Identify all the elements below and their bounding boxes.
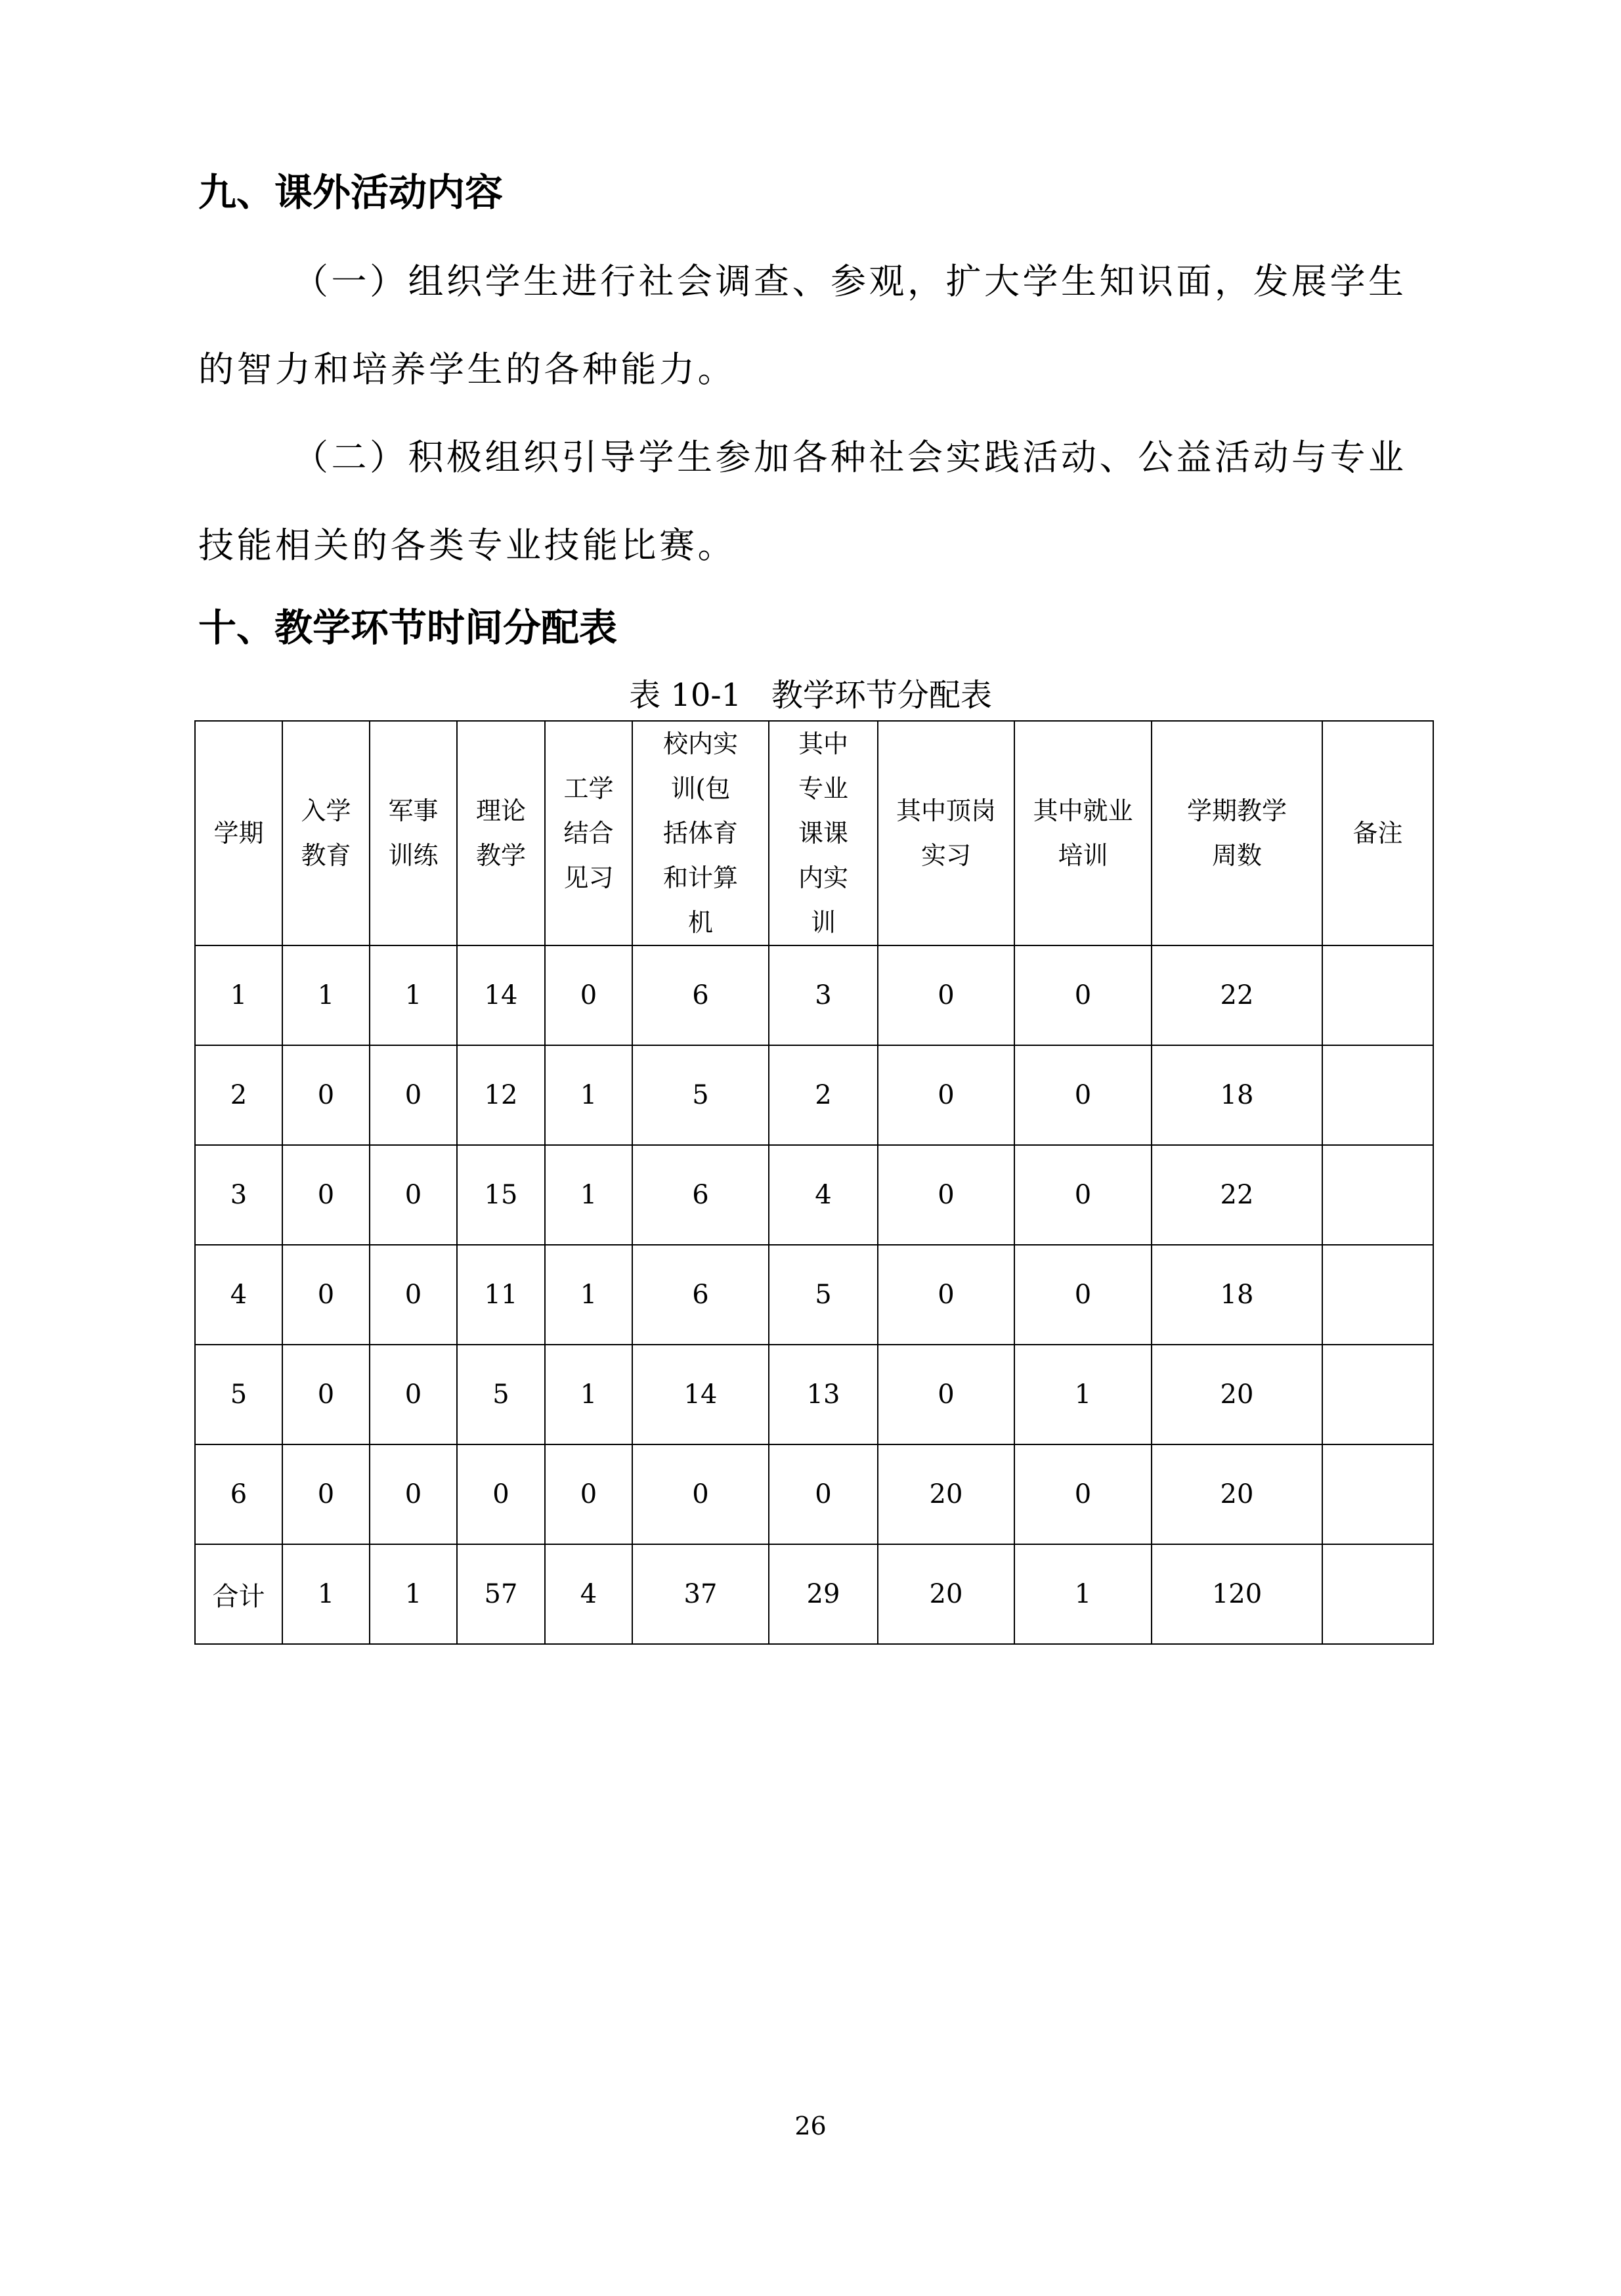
table-cell: 0 bbox=[282, 1345, 370, 1444]
table-cell: 5 bbox=[457, 1345, 545, 1444]
paragraph-practice-activities: （二）积极组织引导学生参加各种社会实践活动、公益活动与专业技能相关的各类专业技能比赛。 bbox=[198, 437, 1407, 566]
table-cell: 0 bbox=[1014, 945, 1152, 1045]
table-cell: 0 bbox=[370, 1345, 457, 1444]
header-term-weeks: 学期教学周数 bbox=[1152, 721, 1322, 945]
table-cell: 0 bbox=[878, 1045, 1014, 1145]
table-caption: 表 10-1 教学环节分配表 bbox=[629, 677, 992, 714]
table-cell: 0 bbox=[370, 1145, 457, 1245]
table-cell: 6 bbox=[632, 945, 769, 1045]
table-row bbox=[195, 1345, 1433, 1444]
table-row bbox=[195, 1444, 1433, 1544]
table-cell: 1 bbox=[545, 1045, 632, 1145]
header-campus-training: 校内实训(包括体育和计算机 bbox=[632, 721, 769, 945]
table-cell: 0 bbox=[878, 1345, 1014, 1444]
table-cell: 4 bbox=[545, 1544, 632, 1644]
table-cell: 0 bbox=[282, 1045, 370, 1145]
table-cell: 29 bbox=[769, 1544, 878, 1644]
table-cell: 0 bbox=[545, 945, 632, 1045]
table-cell: 22 bbox=[1152, 945, 1322, 1045]
table-cell: 6 bbox=[632, 1245, 769, 1345]
table-cell bbox=[1322, 1145, 1433, 1245]
table-cell: 0 bbox=[545, 1444, 632, 1544]
table-cell: 15 bbox=[457, 1145, 545, 1245]
header-term: 学期 bbox=[195, 721, 282, 945]
table-cell: 0 bbox=[632, 1444, 769, 1544]
table-cell: 3 bbox=[195, 1145, 282, 1245]
table-cell: 0 bbox=[1014, 1444, 1152, 1544]
header-work-study: 工学结合见习 bbox=[545, 721, 632, 945]
table-cell: 18 bbox=[1152, 1245, 1322, 1345]
section-heading-extracurricular: 九、课外活动内容 bbox=[198, 170, 504, 215]
table-cell bbox=[1322, 1345, 1433, 1444]
table-cell: 6 bbox=[632, 1145, 769, 1245]
header-remarks: 备注 bbox=[1322, 721, 1433, 945]
table-row-total bbox=[195, 1544, 1433, 1644]
table-cell bbox=[1322, 1444, 1433, 1544]
table-cell: 1 bbox=[545, 1245, 632, 1345]
table-cell: 11 bbox=[457, 1245, 545, 1345]
table-cell: 20 bbox=[878, 1544, 1014, 1644]
table-row bbox=[195, 1145, 1433, 1245]
table-cell bbox=[1322, 1245, 1433, 1345]
table-row bbox=[195, 1245, 1433, 1345]
teaching-allocation-table bbox=[194, 720, 1434, 1645]
table-cell: 1 bbox=[195, 945, 282, 1045]
table-cell bbox=[1322, 945, 1433, 1045]
table-cell: 0 bbox=[370, 1245, 457, 1345]
table-cell: 3 bbox=[769, 945, 878, 1045]
table-cell: 18 bbox=[1152, 1045, 1322, 1145]
table-cell: 20 bbox=[1152, 1345, 1322, 1444]
header-theory-teaching: 理论教学 bbox=[457, 721, 545, 945]
table-cell: 0 bbox=[878, 1145, 1014, 1245]
section-heading-time-allocation: 十、教学环节时间分配表 bbox=[198, 605, 618, 650]
header-orientation: 入学教育 bbox=[282, 721, 370, 945]
paragraph-social-survey: （一）组织学生进行社会调查、参观，扩大学生知识面，发展学生的智力和培养学生的各种能力。 bbox=[198, 261, 1407, 390]
table-cell: 合计 bbox=[195, 1544, 282, 1644]
header-military-training: 军事训练 bbox=[370, 721, 457, 945]
table-cell: 1 bbox=[545, 1145, 632, 1245]
table-cell: 1 bbox=[282, 1544, 370, 1644]
table-cell: 22 bbox=[1152, 1145, 1322, 1245]
table-cell: 120 bbox=[1152, 1544, 1322, 1644]
table-cell: 57 bbox=[457, 1544, 545, 1644]
table-cell: 0 bbox=[282, 1145, 370, 1245]
table-cell bbox=[1322, 1045, 1433, 1145]
table-cell: 0 bbox=[1014, 1045, 1152, 1145]
table-cell: 0 bbox=[282, 1245, 370, 1345]
table-cell bbox=[1322, 1544, 1433, 1644]
table-cell: 1 bbox=[545, 1345, 632, 1444]
table-cell: 2 bbox=[769, 1045, 878, 1145]
header-employment-training: 其中就业培训 bbox=[1014, 721, 1152, 945]
table-cell: 0 bbox=[878, 1245, 1014, 1345]
table-cell: 5 bbox=[195, 1345, 282, 1444]
table-cell: 5 bbox=[769, 1245, 878, 1345]
table-cell: 14 bbox=[632, 1345, 769, 1444]
table-cell: 0 bbox=[457, 1444, 545, 1544]
table-cell: 1 bbox=[1014, 1345, 1152, 1444]
table-cell: 12 bbox=[457, 1045, 545, 1145]
table-cell: 1 bbox=[282, 945, 370, 1045]
page-number: 26 bbox=[794, 2112, 827, 2140]
table-cell: 0 bbox=[370, 1444, 457, 1544]
table-cell: 20 bbox=[1152, 1444, 1322, 1544]
table-cell: 0 bbox=[1014, 1245, 1152, 1345]
table-cell: 0 bbox=[769, 1444, 878, 1544]
table-cell: 6 bbox=[195, 1444, 282, 1544]
table-cell: 5 bbox=[632, 1045, 769, 1145]
table-cell: 37 bbox=[632, 1544, 769, 1644]
table-row bbox=[195, 1045, 1433, 1145]
table-cell: 14 bbox=[457, 945, 545, 1045]
header-internship: 其中顶岗实习 bbox=[878, 721, 1014, 945]
table-cell: 1 bbox=[370, 945, 457, 1045]
table-cell: 0 bbox=[282, 1444, 370, 1544]
table-row bbox=[195, 945, 1433, 1045]
table-cell: 4 bbox=[769, 1145, 878, 1245]
table-cell: 13 bbox=[769, 1345, 878, 1444]
table-cell: 0 bbox=[878, 945, 1014, 1045]
table-header-row bbox=[195, 721, 1433, 945]
table-cell: 1 bbox=[370, 1544, 457, 1644]
table-cell: 4 bbox=[195, 1245, 282, 1345]
header-course-training: 其中专业课课内实训 bbox=[769, 721, 878, 945]
table-cell: 1 bbox=[1014, 1544, 1152, 1644]
table-cell: 2 bbox=[195, 1045, 282, 1145]
table-cell: 0 bbox=[1014, 1145, 1152, 1245]
table-cell: 20 bbox=[878, 1444, 1014, 1544]
table-cell: 0 bbox=[370, 1045, 457, 1145]
